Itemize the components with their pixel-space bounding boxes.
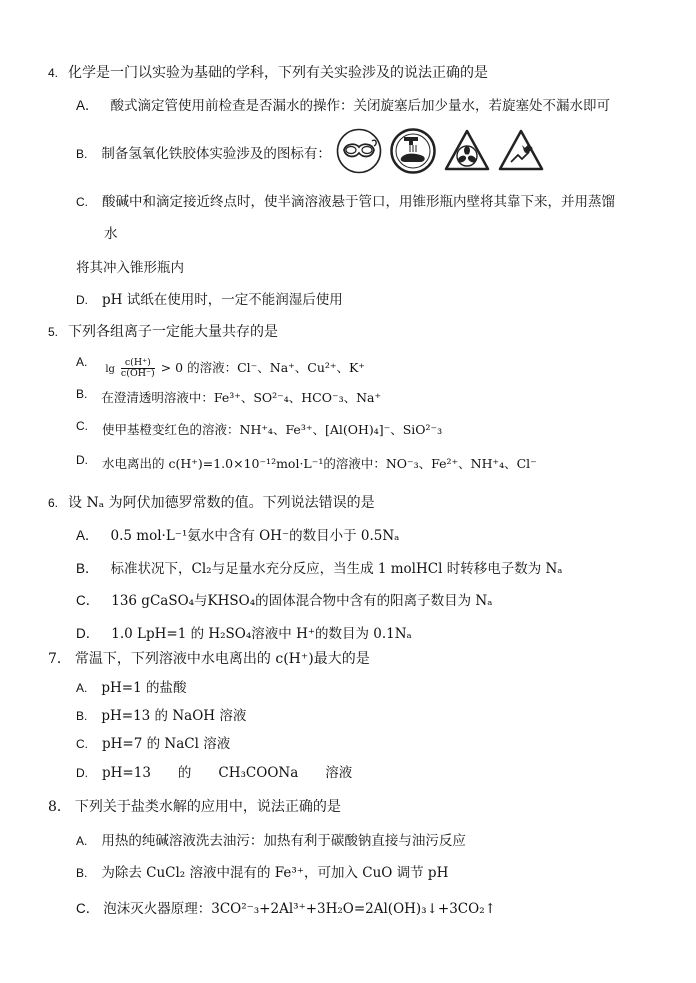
option-label: B. (76, 387, 88, 401)
option-label: A． (76, 98, 99, 113)
fraction-denominator: c(OH⁻) (120, 368, 155, 379)
option-text: 酸碱中和滴定接近终点时，使半滴溶液悬于管口，用锥形瓶内壁将其靠下来，并用蒸馏 (102, 194, 615, 210)
option-label: B. (76, 709, 88, 723)
option-text: 136 gCaSO₄与KHSO₄的固体混合物中含有的阳离子数目为 Nₐ (111, 593, 493, 609)
option-label: C. (76, 195, 88, 209)
q8-option-c[interactable] (76, 900, 496, 918)
q6-option-a[interactable] (76, 527, 399, 545)
fraction (121, 358, 155, 379)
option-label: D. (76, 453, 88, 467)
option-text: 为除去 CuCl₂ 溶液中混有的 Fe³⁺，可加入 CuO 调节 pH (101, 865, 449, 881)
q4-option-c[interactable] (76, 193, 615, 211)
option-text: > 0 的溶液：Cl⁻、Na⁺、Cu²⁺、K⁺ (160, 360, 365, 375)
option-label: B. (76, 866, 88, 880)
option-text: 泡沫灭火器原理：3CO²⁻₃+2Al³⁺+3H₂O=2Al(OH)₃↓+3CO₂↑ (103, 901, 496, 917)
option-text: 标准状况下，Cl₂与足量水充分反应，当生成 1 molHCl 时转移电子数为 Nₐ (110, 561, 563, 577)
question-text: 下列各组离子一定能大量共存的是 (68, 324, 279, 340)
option-text: pH 试纸在使用时，一定不能润湿后使用 (102, 292, 343, 308)
q5-option-a[interactable] (76, 355, 365, 379)
question-text: 化学是一门以实验为基础的学科，下列有关实验涉及的说法正确的是 (68, 65, 489, 81)
log-symbol: lg (105, 364, 115, 375)
q7-option-c[interactable] (76, 735, 230, 753)
option-text: 用热的纯碱溶液洗去油污：加热有利于碳酸钠直接与油污反应 (101, 833, 466, 849)
q4-option-d[interactable] (76, 291, 343, 309)
q6-option-d[interactable] (76, 625, 412, 643)
q6-option-b[interactable] (76, 560, 563, 578)
ventilation-fan-icon (444, 128, 490, 174)
q5-option-c[interactable] (76, 421, 442, 439)
q7-option-a[interactable] (76, 679, 186, 697)
safety-icons-row (336, 128, 544, 174)
option-label: C. (76, 737, 88, 751)
option-text-continued: 将其冲入锥形瓶内 (76, 260, 184, 276)
question-7-stem (48, 650, 370, 668)
question-text: 设 Nₐ 为阿伏加德罗常数的值。下列说法错误的是 (68, 495, 375, 511)
q5-option-b[interactable] (76, 389, 381, 407)
option-label: D. (76, 766, 88, 780)
q4-option-a[interactable] (76, 97, 610, 115)
question-number: 8． (48, 799, 71, 815)
fraction-numerator: c(H⁺) (124, 357, 151, 368)
option-text: 使甲基橙变红色的溶液：NH⁺₄、Fe³⁺、[Al(OH)₄]⁻、SiO²⁻₃ (102, 422, 443, 437)
question-text: 常温下，下列溶液中水电离出的 c(H⁺)最大的是 (74, 651, 370, 667)
option-label: D． (76, 626, 100, 641)
q6-option-c[interactable] (76, 592, 492, 610)
option-text: pH=1 的盐酸 (101, 680, 187, 696)
question-number: 6. (48, 496, 59, 510)
question-8-stem (48, 798, 341, 816)
option-label: C. (76, 419, 88, 433)
option-label: A. (76, 834, 88, 848)
question-text: 下列关于盐类水解的应用中，说法正确的是 (74, 799, 341, 815)
question-4-stem (48, 64, 488, 82)
q4-option-c-cont1 (104, 225, 118, 243)
option-text-continued: 水 (104, 226, 118, 242)
option-label: D. (76, 293, 88, 307)
option-text: 在澄清透明溶液中：Fe³⁺、SO²⁻₄、HCO⁻₃、Na⁺ (101, 390, 382, 405)
option-label: B. (76, 147, 88, 161)
option-label: C． (76, 593, 100, 608)
option-text: pH=7 的 NaCl 溶液 (102, 736, 231, 752)
question-number: 4. (48, 66, 59, 80)
option-text: 水电离出的 c(H⁺)=1.0×10⁻¹²mol·L⁻¹的溶液中：NO⁻₃、Fe²⁺、NH⁺₄、Cl⁻ (102, 456, 537, 471)
goggles-icon (336, 128, 382, 174)
option-label: C． (76, 901, 100, 916)
question-number: 5. (48, 325, 59, 339)
option-text: 1.0 LpH=1 的 H₂SO₄溶液中 H⁺的数目为 0.1Nₐ (111, 626, 412, 642)
electricity-warning-icon (498, 128, 544, 174)
option-text: pH=13 的 NaOH 溶液 (101, 708, 247, 724)
q8-option-a[interactable] (76, 832, 466, 850)
question-6-stem (48, 494, 375, 512)
option-text: 制备氢氧化铁胶体实验涉及的图标有： (101, 146, 331, 162)
q5-option-d[interactable] (76, 455, 537, 473)
option-text: 0.5 mol·L⁻¹氨水中含有 OH⁻的数目小于 0.5Nₐ (110, 528, 400, 544)
q4-option-b[interactable] (76, 145, 331, 163)
option-text: pH=13 的 CH₃COONa 溶液 (102, 765, 353, 781)
option-label: B． (76, 561, 99, 576)
q8-option-b[interactable] (76, 864, 448, 882)
question-number: 7． (48, 651, 71, 667)
option-text: 酸式滴定管使用前检查是否漏水的操作：关闭旋塞后加少量水，若旋塞处不漏水即可 (110, 98, 611, 114)
option-label: A. (76, 681, 88, 695)
question-5-stem (48, 323, 278, 341)
option-label: A． (76, 528, 99, 543)
hand-wash-icon (390, 128, 436, 174)
q4-option-c-cont2 (76, 259, 184, 277)
option-label: A. (76, 355, 88, 369)
q7-option-b[interactable] (76, 707, 246, 725)
q7-option-d[interactable] (76, 764, 352, 782)
